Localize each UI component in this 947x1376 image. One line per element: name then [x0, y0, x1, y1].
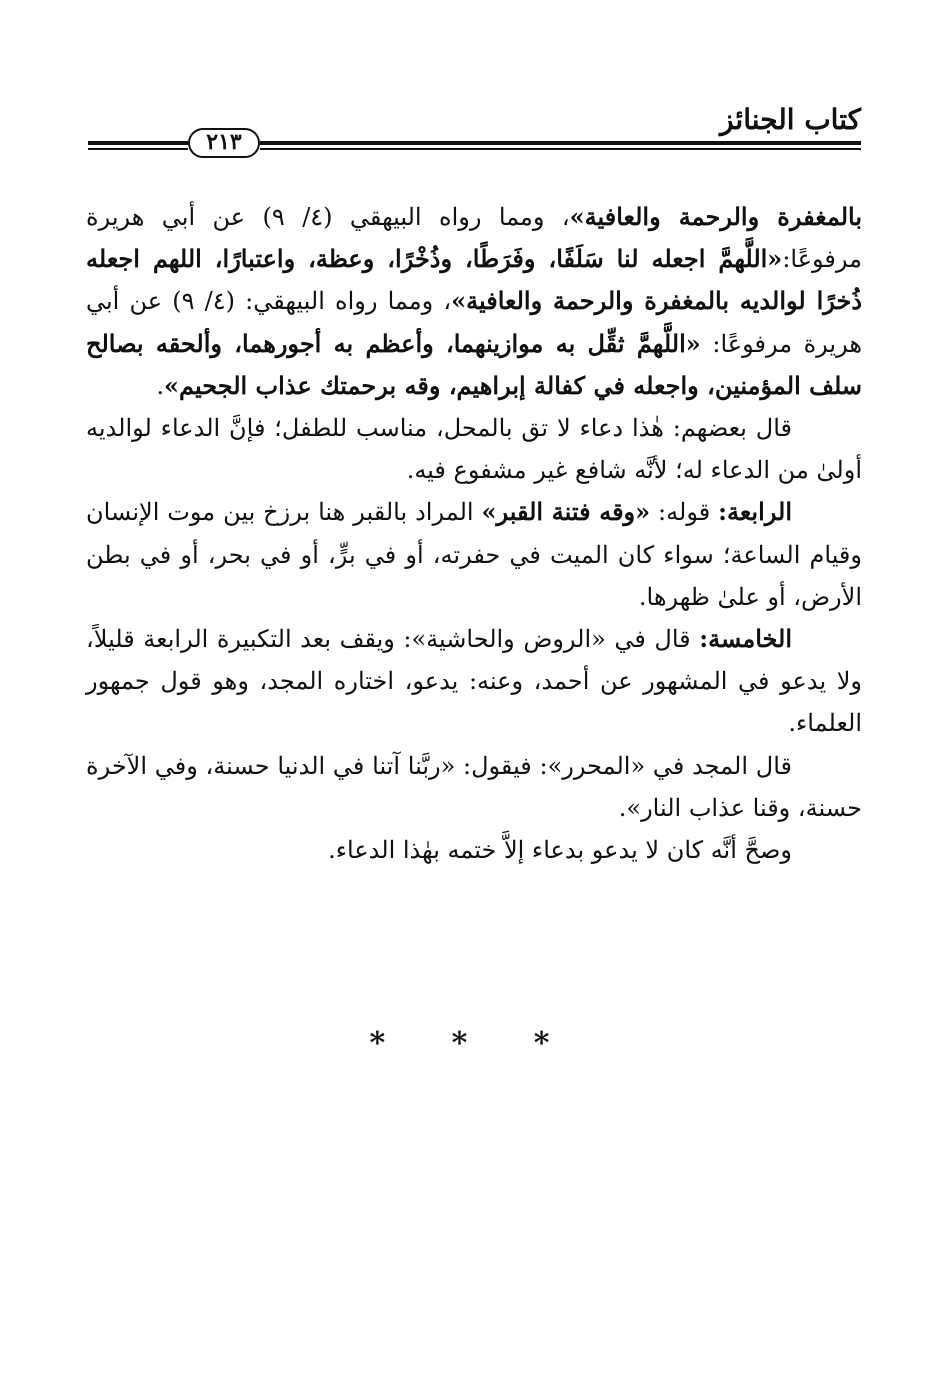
page-number: ٢١٣: [188, 128, 260, 158]
header-rule-right: [260, 141, 861, 151]
text: ، ومما رواه البيهقي: (٤/ ٩) عن أبي هريرة مرفوعًا:: [86, 287, 863, 358]
text: قال في «الروض والحاشية»: ويقف بعد التكبيرة الرابعة قليلاً، ولا يدعو في المشهور عن أحمد، وعنه: يدعو، اختاره المجد، وهو قول جمهور العلماء.: [86, 625, 862, 738]
header-rule-left: [88, 141, 188, 151]
paragraph-5: قال المجد في «المحرر»: فيقول: «ربَّنا آتنا في الدنيا حسنة، وفي الآخرة حسنة، وقنا عذاب النار».: [86, 751, 862, 822]
paragraph-3: [86, 491, 862, 618]
page-header: [88, 100, 861, 164]
text: قوله:: [650, 498, 719, 527]
section-separator: * * *: [369, 1026, 578, 1061]
text: ، ومما رواه البيهقي (٤/ ٩) عن أبي هريرة مرفوعًا:: [86, 203, 862, 274]
quoted-phrase: «وقه فتنة القبر»: [481, 497, 651, 527]
text: المراد بالقبر هنا برزخ بين موت الإنسان وقيام الساعة؛ سواء كان الميت في حفرته، أو في برٍّ، أو في بحر، أو في بطن الأرض، أو علىٰ ظهرها.: [86, 498, 862, 611]
paragraph-1: [86, 196, 862, 407]
section-label: الرابعة:: [718, 497, 792, 527]
section-label: الخامسة:: [699, 624, 792, 654]
dua-quote: «اللَّهمَّ ثقِّل به موازينهما، وأعظم به أجورهما، وألحقه بصالح سلف المؤمنين، واجعله في كفالة إبراهيم، وقه برحمتك عذاب الجحيم»: [86, 328, 862, 400]
page-body: [86, 196, 862, 871]
paragraph-2: قال بعضهم: هٰذا دعاء لا تق بالمحل، مناسب للطفل؛ فإنَّ الدعاء لوالديه أولىٰ من الدعاء له؛ لأنَّه شافع غير مشفوع فيه.: [86, 414, 862, 485]
paragraph-4: [86, 618, 862, 745]
chapter-title: كتاب الجنائز: [719, 103, 861, 136]
dua-quote: «اللَّهمَّ اجعله لنا سَلَفًا، وفَرَطًا، وذُخْرًا، وعظة، واعتبارًا، اللهم اجعله ذُخرًا لوالديه بالمغفرة والرحمة والعافية»: [86, 244, 863, 316]
dua-quote-end: بالمغفرة والرحمة والعافية»: [569, 202, 863, 231]
text: .: [156, 371, 164, 400]
paragraph-6: وصحَّ أنَّه كان لا يدعو بدعاء إلاَّ ختمه بهٰذا الدعاء.: [328, 836, 792, 865]
